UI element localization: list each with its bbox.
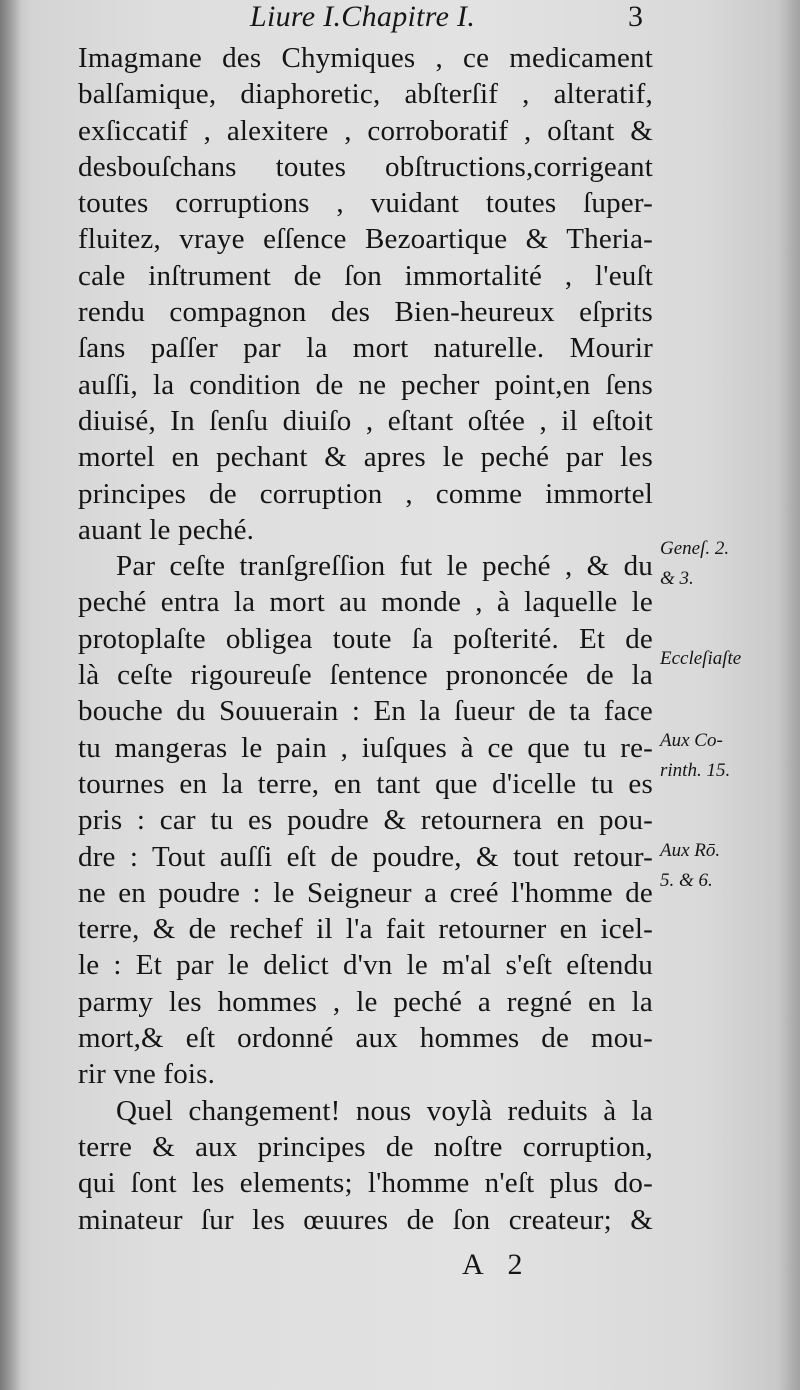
text-line: diuisé, In ſenſu diuiſo , eſtant oſtée , il eſtoit: [78, 404, 653, 437]
text-line: toutes corruptions , vuidant toutes ſuper-: [78, 187, 653, 220]
text-line: balſamique, diaphoretic, abſterſif , alteratif,: [78, 78, 653, 111]
margin-note-ecclesiaste: [660, 644, 790, 674]
text-line: fluitez, vraye eſſence Bezoartique & Theria-: [78, 223, 653, 256]
text-line: tournes en la terre, en tant que d'icelle tu es: [78, 767, 653, 800]
text-line: là ceſte rigoureuſe ſentence prononcée de la: [78, 659, 653, 692]
page-gutter-shadow: [0, 0, 22, 1390]
text-line: ne en poudre : le Seigneur a creé l'homme de: [78, 876, 653, 909]
text-line: auſſi, la condition de ne pecher point,en ſens: [78, 368, 653, 401]
page-edge-shadow: [778, 0, 800, 1390]
text-line: peché entra la mort au monde , à laquelle le: [78, 586, 653, 619]
text-line: exſiccatif , alexitere , corroboratif , oſtant &: [78, 114, 653, 147]
text-line: minateur ſur les œuures de ſon createur; &: [78, 1203, 653, 1236]
text-line: rendu compagnon des Bien-heureux eſprits: [78, 296, 653, 329]
margin-note-line: Geneſ. 2.: [660, 538, 730, 559]
margin-note-line: Aux Co-: [660, 730, 723, 751]
margin-note-corinthians: [660, 726, 790, 786]
text-line: Par ceſte tranſgreſſion fut le peché , & du: [116, 550, 653, 583]
text-line: Quel changement! nous voylà reduits à la: [116, 1094, 653, 1127]
text-line: tu mangeras le pain , iuſques à ce que tu re-: [78, 731, 653, 764]
margin-note-line: Eccleſiaſte: [660, 648, 742, 669]
text-line: Imagmane des Chymiques , ce medicament: [78, 42, 653, 74]
running-head: Liure I.Chapitre I.: [250, 0, 476, 33]
text-line: cale inſtrument de ſon immortalité , l'euſt: [78, 259, 653, 292]
margin-note-line: Aux Rō.: [660, 840, 721, 861]
margin-note-line: & 3.: [660, 568, 694, 589]
text-line: protoplaſte obligea toute ſa poſterité. Et de: [78, 622, 653, 655]
text-line: terre & aux principes de noſtre corruption,: [78, 1130, 653, 1163]
text-line: mortel en pechant & apres le peché par les: [78, 441, 653, 474]
margin-note-line: rinth. 15.: [660, 760, 731, 781]
text-line: mort,& eſt ordonné aux hommes de mou-: [78, 1022, 653, 1055]
text-line: principes de corruption , comme immortel: [78, 477, 653, 510]
text-line: rir vne fois.: [78, 1058, 216, 1091]
text-line: parmy les hommes , le peché a regné en la: [78, 985, 653, 1018]
text-line: dre : Tout auſſi eſt de poudre, & tout retour-: [78, 840, 653, 873]
text-line: desbouſchans toutes obſtructions,corrigeant: [78, 150, 653, 183]
margin-note-genesis: [660, 534, 790, 594]
page-number: 3: [628, 0, 643, 33]
margin-note-line: 5. & 6.: [660, 870, 713, 891]
signature-mark: A 2: [462, 1248, 523, 1281]
text-line: qui ſont les elements; l'homme n'eſt plus do-: [78, 1167, 653, 1200]
text-line: ſans paſſer par la mort naturelle. Mourir: [78, 332, 653, 365]
margin-note-romans: [660, 836, 790, 896]
text-line: le : Et par le delict d'vn le m'al s'eſt eſtendu: [78, 949, 653, 982]
text-line: terre, & de rechef il l'a fait retourner en icel-: [78, 913, 653, 946]
text-line: pris : car tu es poudre & retournera en pou-: [78, 804, 653, 837]
text-line: bouche du Souuerain : En la ſueur de ta face: [78, 695, 653, 728]
body-text: [78, 40, 653, 1238]
text-line: auant le peché.: [78, 513, 255, 546]
